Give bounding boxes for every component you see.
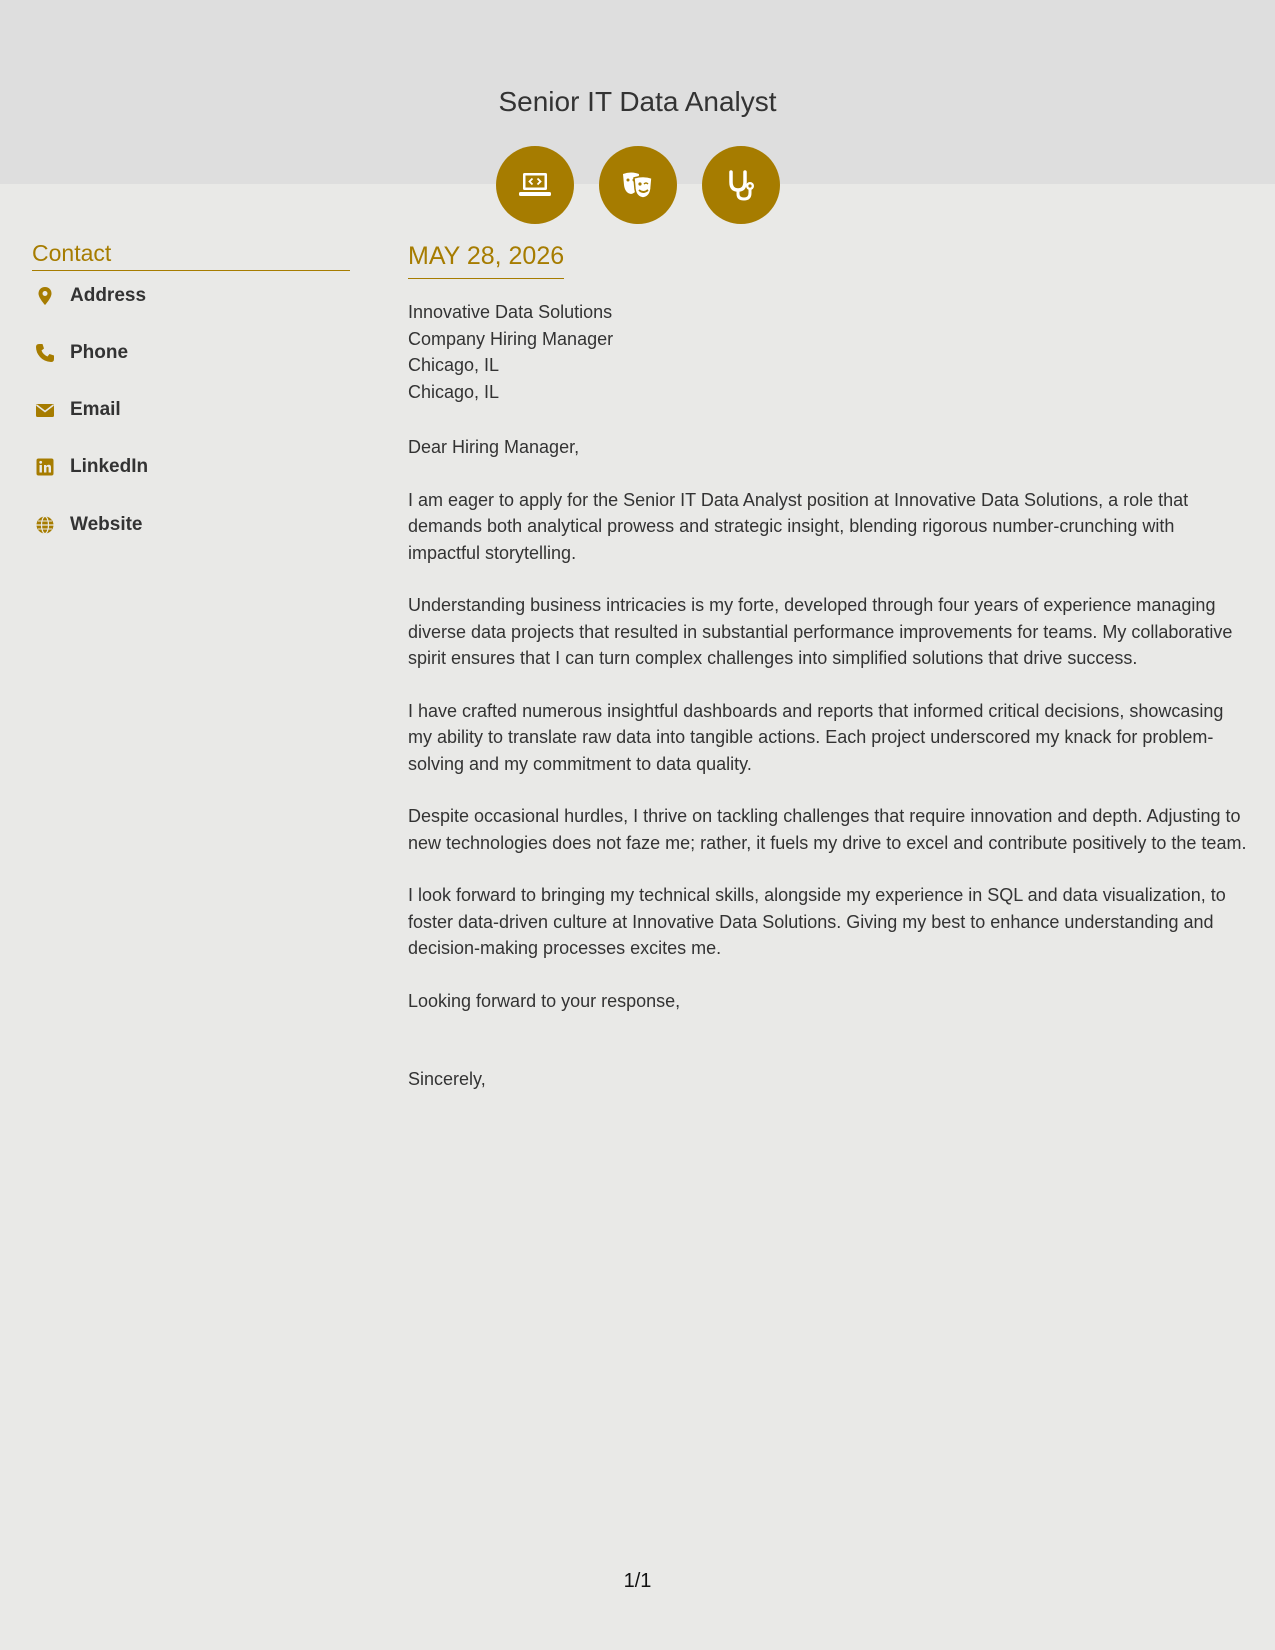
linkedin-icon <box>32 454 58 480</box>
closing-line: Looking forward to your response, <box>408 990 681 1011</box>
recipient-company: Innovative Data Solutions <box>408 302 613 322</box>
letter-date: MAY 28, 2026 <box>408 240 564 279</box>
signoff: Sincerely, <box>408 1069 486 1089</box>
recipient-city: Chicago, IL <box>408 381 500 402</box>
body-paragraph: I have crafted numerous insightful dashboards and reports that informed critical decisions, showcasing my ability to translate raw data into tangible actions. Each project underscored my knack for problem-solving and my commitment to data quality. <box>408 700 1224 774</box>
body-paragraph: I look forward to bringing my technical skills, alongside my experience in SQL and data visualization, to foster data-driven culture at Innovative Data Solutions. Giving my best to enhance understanding and decision-making processes excites me. <box>408 885 1226 958</box>
salutation: Dear Hiring Manager, <box>408 437 580 457</box>
envelope-icon <box>32 397 58 423</box>
stethoscope-icon <box>702 146 780 224</box>
contact-label: LinkedIn <box>70 456 149 477</box>
contact-label: Address <box>70 285 147 306</box>
recipient-block <box>408 299 1248 405</box>
letter-body <box>408 434 1250 1119</box>
contact-label: Website <box>70 514 143 535</box>
contact-item-linkedin <box>32 452 148 482</box>
map-marker-icon <box>32 283 58 309</box>
contact-item-website <box>32 510 143 540</box>
body-paragraph: Despite occasional hurdles, I thrive on tackling challenges that require innovation and depth. Adjusting to new technologies does not faze me; rather, it fuels my drive to excel and contribute positively to the team. <box>408 806 1247 853</box>
contact-heading: Contact <box>32 238 350 271</box>
body-paragraph: Understanding business intricacies is my forte, developed through four years of experience managing diverse data projects that resulted in substantial performance improvements for teams. My collaborative spirit ensures that I can turn complex challenges into simplified solutions that drive success. <box>408 595 1233 668</box>
contact-item-phone <box>32 338 128 368</box>
contact-item-address <box>32 281 146 311</box>
recipient-title: Company Hiring Manager <box>408 328 614 349</box>
contact-item-email <box>32 395 121 425</box>
page-number: 1/1 <box>623 1570 652 1592</box>
globe-icon <box>32 512 58 538</box>
contact-label: Phone <box>70 342 129 363</box>
body-paragraph: I am eager to apply for the Senior IT Data Analyst position at Innovative Data Solutions, a role that demands both analytical prowess and strategic insight, blending rigorous number-crunching with impactful storytelling. <box>408 489 1189 563</box>
recipient-city: Chicago, IL <box>408 355 500 375</box>
page-title: Senior IT Data Analyst <box>498 86 777 117</box>
laptop-code-icon <box>496 146 574 224</box>
theater-masks-icon <box>599 146 677 224</box>
contact-label: Email <box>70 399 121 420</box>
phone-icon <box>32 340 58 366</box>
